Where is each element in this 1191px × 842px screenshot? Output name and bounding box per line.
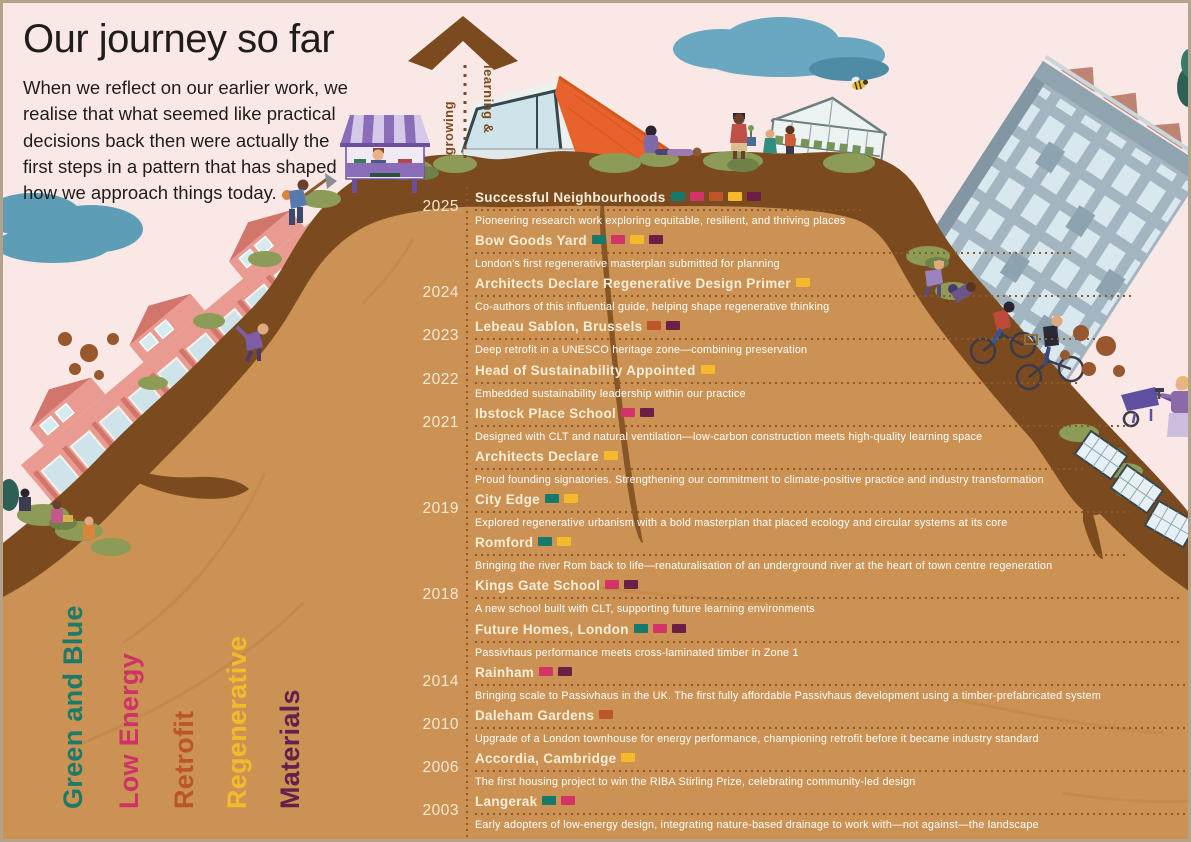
entry-description: Bringing scale to Passivhaus in the UK. The first fully affordable Passivhaus development using a timber-prefabricated system [475, 689, 1101, 702]
entry-description: The first housing project to win the RIBA Stirling Prize, celebrating community-led design [475, 775, 916, 788]
year-label: 2025 [422, 198, 459, 215]
year-label: 2003 [422, 802, 459, 820]
entry-description: Embedded sustainability leadership within our practice [475, 387, 746, 400]
header [23, 17, 363, 206]
timeline-axis-line [466, 187, 468, 837]
entry-title: Langerak [475, 794, 1188, 811]
year-label: 2024 [422, 284, 459, 302]
year-label: 2010 [422, 715, 459, 733]
wheelbarrow-woman [1121, 376, 1191, 437]
entry-title: Lebeau Sablon, Brussels [475, 319, 1100, 336]
cloud-top [673, 17, 889, 81]
intro-text: When we reflect on our earlier work, we realise that what seemed like practical decisions back then were actually the first steps in a pattern that has shaped how we approach things today. [23, 77, 348, 204]
entry-description: Deep retrofit in a UNESCO heritage zone—combining preservation [475, 344, 808, 357]
entry-description: Bringing the river Rom back to life—renaturalisation of an underground river at the heart of town centre regeneration [475, 560, 1053, 573]
entry-title: Romford [475, 535, 1125, 552]
page-title: Our journey so far [23, 17, 335, 61]
entry-title: Bow Goods Yard [475, 233, 1075, 250]
legend-item-retrofit: Retrofit [169, 710, 199, 809]
legend-item-green-and-blue: Green and Blue [58, 605, 88, 809]
year-label: 2022 [422, 370, 459, 388]
year-label: 2014 [422, 672, 459, 690]
legend-item-materials: Materials [275, 689, 305, 809]
entry-description: Explored regenerative urbanism with a bold masterplan that placed ecology and circular systems at its core [475, 517, 1008, 530]
entry-description: Early adopters of low-energy design, integrating nature-based drainage to work with—not against—the landscape [475, 819, 1039, 832]
entry-title: Architects Declare Regenerative Design Primer [475, 276, 1135, 293]
entry-description: Upgrade of a London townhouse for energy performance, championing retrofit before it became industry standard [475, 732, 1039, 745]
entry-title: City Edge [475, 492, 1130, 509]
entry-title: Architects Declare [475, 449, 1085, 466]
entry-title: Rainham [475, 665, 1188, 682]
entry-title: Ibstock Place School [475, 406, 1130, 423]
year-label: 2021 [422, 413, 459, 431]
entry-description: A new school built with CLT, supporting future learning environments [475, 603, 815, 616]
legend-item-low-energy: Low Energy [114, 652, 144, 809]
year-label: 2006 [422, 758, 459, 776]
year-label: 2018 [422, 586, 459, 604]
entry-title: Accordia, Cambridge [475, 751, 1188, 768]
entry-title: Head of Sustainability Appointed [475, 363, 1080, 380]
axis-label-learning: learning & [481, 65, 496, 134]
year-label: 2019 [422, 500, 459, 518]
entry-description: Co-authors of this influential guide, helping shape regenerative thinking [475, 301, 830, 314]
entry-description: Passivhaus performance meets cross-laminated timber in Zone 1 [475, 646, 799, 659]
axis-label-growing: growing [441, 100, 456, 155]
entry-title: Kings Gate School [475, 578, 1183, 595]
entry-title: Daleham Gardens [475, 708, 1188, 725]
year-label: 2023 [422, 327, 459, 345]
entry-description: London's first regenerative masterplan submitted for planning [475, 258, 780, 271]
entry-title: Successful Neighbourhoods [475, 190, 865, 207]
entry-description: Proud founding signatories. Strengthening our commitment to climate-positive practice and industry transformation [475, 473, 1044, 486]
entry-title: Future Homes, London [475, 622, 1183, 639]
entry-description: Pioneering research work exploring equitable, resilient, and thriving places [475, 215, 846, 227]
entry-description: Designed with CLT and natural ventilation—low-carbon construction meets high-quality learning space [475, 430, 983, 443]
legend-item-regenerative: Regenerative [222, 635, 252, 809]
